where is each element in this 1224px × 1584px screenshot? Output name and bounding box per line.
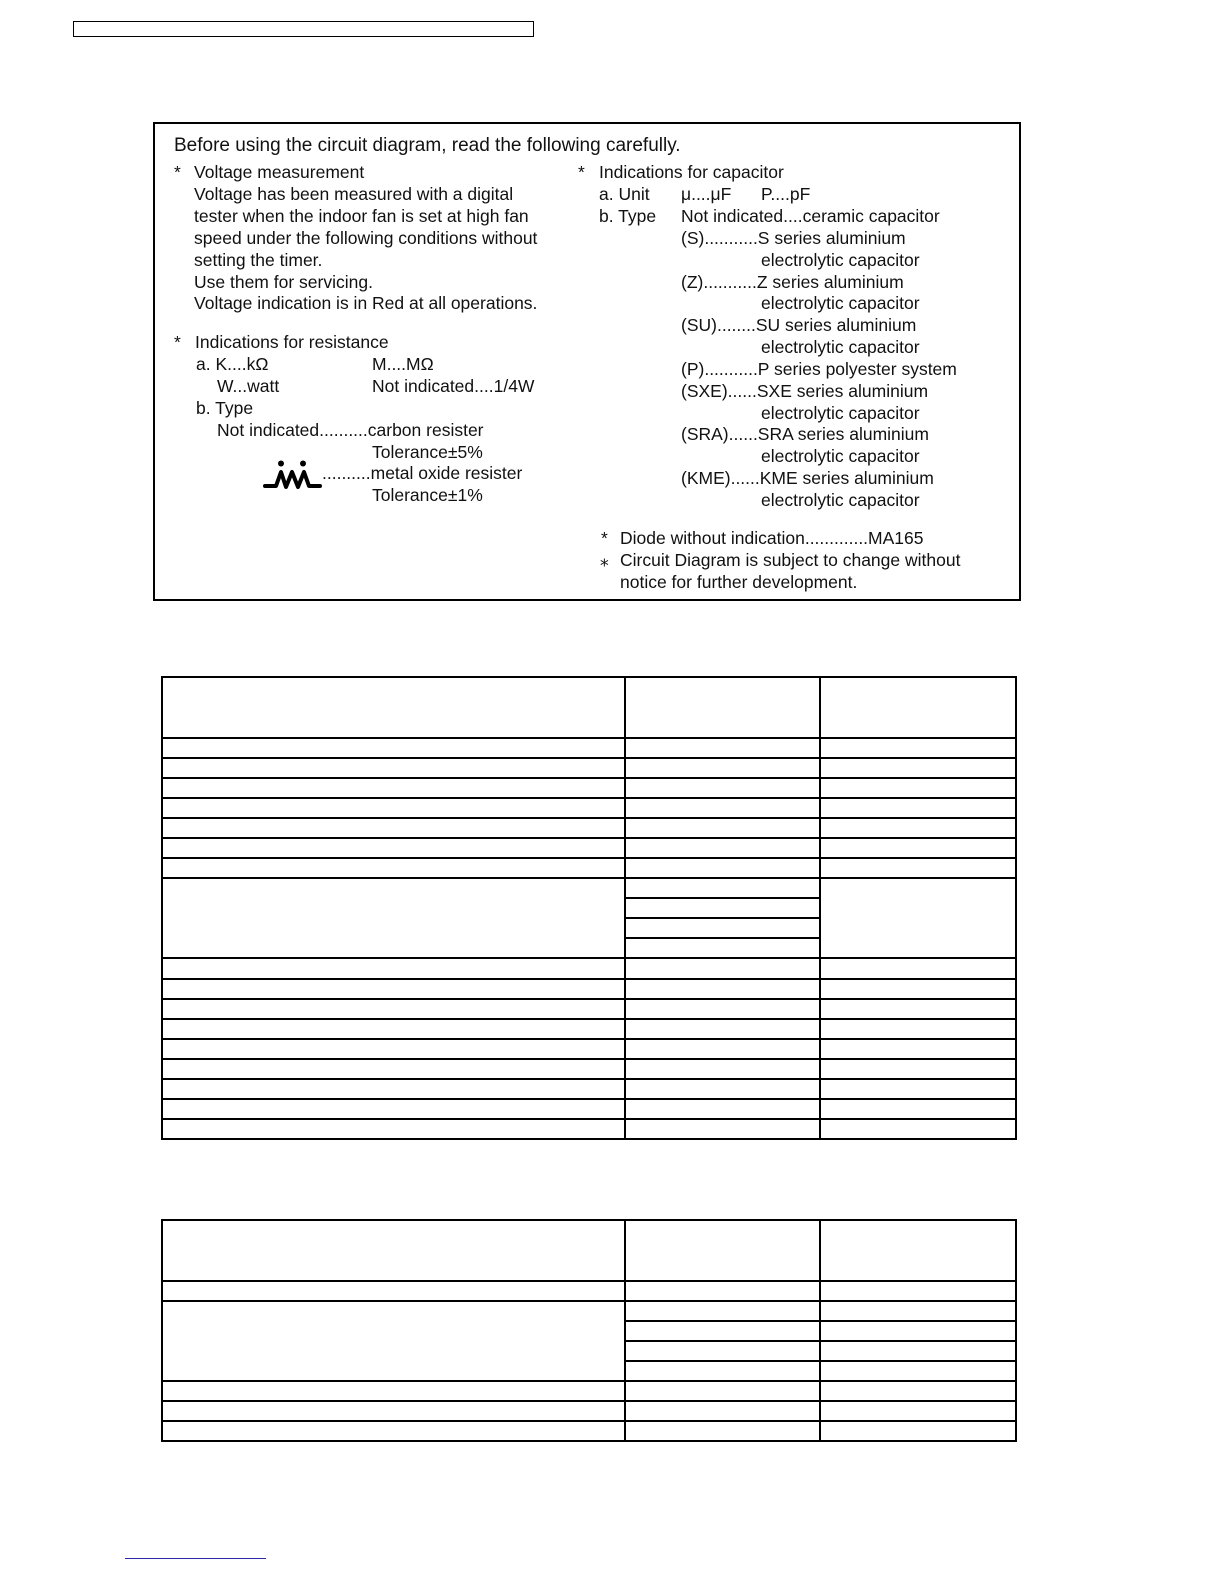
table-row bbox=[162, 758, 1016, 778]
table-cell bbox=[162, 1421, 625, 1441]
table-cell bbox=[162, 1281, 625, 1301]
table-cell bbox=[162, 798, 625, 818]
header-box bbox=[73, 21, 534, 37]
footer-link-underline bbox=[125, 1558, 266, 1559]
table-row bbox=[162, 1401, 1016, 1421]
table-cell bbox=[162, 979, 625, 999]
table-cell bbox=[162, 858, 625, 878]
table-cell bbox=[820, 1059, 1016, 1079]
capacitor-kme: (KME)......KME series aluminium bbox=[681, 468, 934, 488]
table-cell bbox=[162, 1039, 625, 1059]
table-cell bbox=[820, 738, 1016, 758]
table-cell bbox=[162, 958, 625, 978]
table-cell bbox=[625, 878, 820, 898]
resistance-unit-w: W...watt bbox=[217, 376, 280, 396]
table-row bbox=[162, 1099, 1016, 1119]
table-row bbox=[162, 818, 1016, 838]
capacitor-z-cont: electrolytic capacitor bbox=[761, 293, 920, 313]
table-cell bbox=[625, 999, 820, 1019]
capacitor-unit-pico: P....pF bbox=[761, 184, 811, 204]
table-row bbox=[162, 1019, 1016, 1039]
voltage-line: Voltage has been measured with a digital bbox=[194, 184, 514, 204]
change-bullet: ⁎ bbox=[600, 550, 609, 570]
table-cell bbox=[820, 1361, 1016, 1381]
table-cell bbox=[820, 1220, 1016, 1281]
table-cell bbox=[162, 677, 625, 738]
table-cell bbox=[625, 1321, 820, 1341]
resistance-type-label: b. Type bbox=[196, 398, 254, 418]
table-cell bbox=[625, 898, 820, 918]
table-cell bbox=[820, 1401, 1016, 1421]
resistance-not-indicated-watt: Not indicated....1/4W bbox=[372, 376, 535, 396]
table-cell bbox=[625, 1341, 820, 1361]
table-cell bbox=[162, 1059, 625, 1079]
notice-title: Before using the circuit diagram, read the following carefully. bbox=[174, 135, 681, 156]
capacitor-su-cont: electrolytic capacitor bbox=[761, 337, 920, 357]
table-cell bbox=[820, 958, 1016, 978]
table-cell bbox=[162, 999, 625, 1019]
table-cell bbox=[625, 958, 820, 978]
table-cell bbox=[820, 1119, 1016, 1139]
voltage-line: speed under the following conditions without bbox=[194, 228, 538, 248]
table-row bbox=[162, 1059, 1016, 1079]
capacitor-su: (SU)........SU series aluminium bbox=[681, 315, 917, 335]
capacitor-kme-cont: electrolytic capacitor bbox=[761, 490, 920, 510]
table-row bbox=[162, 798, 1016, 818]
table-cell bbox=[820, 1381, 1016, 1401]
table-cell bbox=[820, 858, 1016, 878]
table-cell bbox=[625, 758, 820, 778]
table-row bbox=[162, 1301, 1016, 1321]
table-cell bbox=[625, 1361, 820, 1381]
voltage-heading: Voltage measurement bbox=[194, 162, 365, 182]
table-row bbox=[162, 878, 1016, 898]
table-cell bbox=[820, 1321, 1016, 1341]
resistance-metal-oxide: ..........metal oxide resister bbox=[322, 463, 523, 483]
table-cell bbox=[820, 1281, 1016, 1301]
table-row bbox=[162, 838, 1016, 858]
table-row bbox=[162, 1381, 1016, 1401]
capacitor-bullet: * bbox=[578, 162, 585, 182]
table-cell bbox=[625, 778, 820, 798]
table-cell bbox=[625, 838, 820, 858]
conditions-table-2 bbox=[161, 1219, 1017, 1442]
table-cell bbox=[625, 858, 820, 878]
table-cell bbox=[625, 938, 820, 958]
table-cell bbox=[625, 1220, 820, 1281]
table-cell bbox=[162, 738, 625, 758]
table-cell bbox=[625, 1401, 820, 1421]
table-cell bbox=[625, 1421, 820, 1441]
resistance-unit-m: M....MΩ bbox=[372, 354, 434, 374]
capacitor-unit-label: a. Unit bbox=[599, 184, 650, 204]
table-cell bbox=[820, 1301, 1016, 1321]
table-cell bbox=[625, 818, 820, 838]
table-cell bbox=[625, 798, 820, 818]
table-cell bbox=[820, 1341, 1016, 1361]
table-cell bbox=[625, 1099, 820, 1119]
table-header-row bbox=[162, 1220, 1016, 1281]
table-cell bbox=[820, 1099, 1016, 1119]
capacitor-unit-micro: μ....μF bbox=[681, 184, 732, 204]
table-cell bbox=[162, 1019, 625, 1039]
table-cell bbox=[162, 1381, 625, 1401]
table-cell bbox=[625, 1281, 820, 1301]
table-row bbox=[162, 738, 1016, 758]
capacitor-sxe: (SXE)......SXE series aluminium bbox=[681, 381, 929, 401]
capacitor-s: (S)...........S series aluminium bbox=[681, 228, 906, 248]
table-cell bbox=[820, 1079, 1016, 1099]
table-cell bbox=[162, 838, 625, 858]
table-cell bbox=[820, 758, 1016, 778]
table-cell bbox=[625, 1079, 820, 1099]
table-row bbox=[162, 1281, 1016, 1301]
table-cell bbox=[625, 738, 820, 758]
notice-box bbox=[153, 122, 1021, 601]
table-cell bbox=[820, 979, 1016, 999]
voltage-line: Voltage indication is in Red at all operations. bbox=[194, 293, 538, 313]
table-cell bbox=[820, 798, 1016, 818]
table-cell bbox=[625, 1301, 820, 1321]
table-cell bbox=[625, 1039, 820, 1059]
capacitor-sra: (SRA)......SRA series aluminium bbox=[681, 424, 929, 444]
table-cell bbox=[162, 818, 625, 838]
capacitor-sxe-cont: electrolytic capacitor bbox=[761, 403, 920, 423]
voltage-line: tester when the indoor fan is set at high fan bbox=[194, 206, 529, 226]
capacitor-s-cont: electrolytic capacitor bbox=[761, 250, 920, 270]
table-cell bbox=[820, 838, 1016, 858]
table-cell bbox=[162, 1401, 625, 1421]
table-cell bbox=[162, 778, 625, 798]
table-row bbox=[162, 1421, 1016, 1441]
table-cell bbox=[820, 1039, 1016, 1059]
table-cell bbox=[162, 1119, 625, 1139]
capacitor-ceramic: Not indicated....ceramic capacitor bbox=[681, 206, 940, 226]
table-cell bbox=[820, 1421, 1016, 1441]
table-cell bbox=[162, 1079, 625, 1099]
table-cell bbox=[820, 1019, 1016, 1039]
table-cell bbox=[625, 1381, 820, 1401]
resistance-tolerance-1: Tolerance±1% bbox=[372, 485, 483, 505]
change-note-line-1: Circuit Diagram is subject to change without bbox=[620, 550, 961, 570]
voltage-line: Use them for servicing. bbox=[194, 272, 373, 292]
diode-bullet: * bbox=[601, 528, 608, 548]
capacitor-sra-cont: electrolytic capacitor bbox=[761, 446, 920, 466]
table-cell bbox=[820, 778, 1016, 798]
change-note-line-2: notice for further development. bbox=[620, 572, 858, 592]
capacitor-p: (P)...........P series polyester system bbox=[681, 359, 957, 379]
resistance-unit-k: a. K....kΩ bbox=[196, 354, 269, 374]
table-cell bbox=[820, 999, 1016, 1019]
resistance-carbon: Not indicated..........carbon resister bbox=[217, 420, 484, 440]
table-cell bbox=[820, 677, 1016, 738]
table-cell bbox=[162, 878, 625, 958]
table-cell bbox=[625, 1019, 820, 1039]
capacitor-type-label: b. Type bbox=[599, 206, 657, 226]
table-row bbox=[162, 1079, 1016, 1099]
table-cell bbox=[625, 979, 820, 999]
table-cell bbox=[625, 1119, 820, 1139]
table-cell bbox=[625, 918, 820, 938]
table-row bbox=[162, 1039, 1016, 1059]
table-row bbox=[162, 858, 1016, 878]
table-cell bbox=[162, 1099, 625, 1119]
table-header-row bbox=[162, 677, 1016, 738]
table-cell bbox=[820, 878, 1016, 958]
table-row bbox=[162, 778, 1016, 798]
table-row bbox=[162, 958, 1016, 978]
table-cell bbox=[625, 1059, 820, 1079]
capacitor-heading: Indications for capacitor bbox=[599, 162, 784, 182]
table-row bbox=[162, 979, 1016, 999]
table-cell bbox=[162, 1301, 625, 1381]
metal-oxide-resistor-icon bbox=[263, 459, 323, 493]
table-cell bbox=[820, 818, 1016, 838]
resistance-bullet: * bbox=[174, 332, 181, 352]
capacitor-z: (Z)...........Z series aluminium bbox=[681, 272, 904, 292]
table-cell bbox=[625, 677, 820, 738]
table-cell bbox=[162, 1220, 625, 1281]
table-row bbox=[162, 1119, 1016, 1139]
table-cell bbox=[162, 758, 625, 778]
conditions-table-1 bbox=[161, 676, 1017, 1140]
table-row bbox=[162, 999, 1016, 1019]
diode-note: Diode without indication.............MA165 bbox=[620, 528, 924, 548]
voltage-bullet: * bbox=[174, 162, 181, 182]
resistance-tolerance-5: Tolerance±5% bbox=[372, 442, 483, 462]
resistance-heading: Indications for resistance bbox=[195, 332, 389, 352]
voltage-line: setting the timer. bbox=[194, 250, 323, 270]
